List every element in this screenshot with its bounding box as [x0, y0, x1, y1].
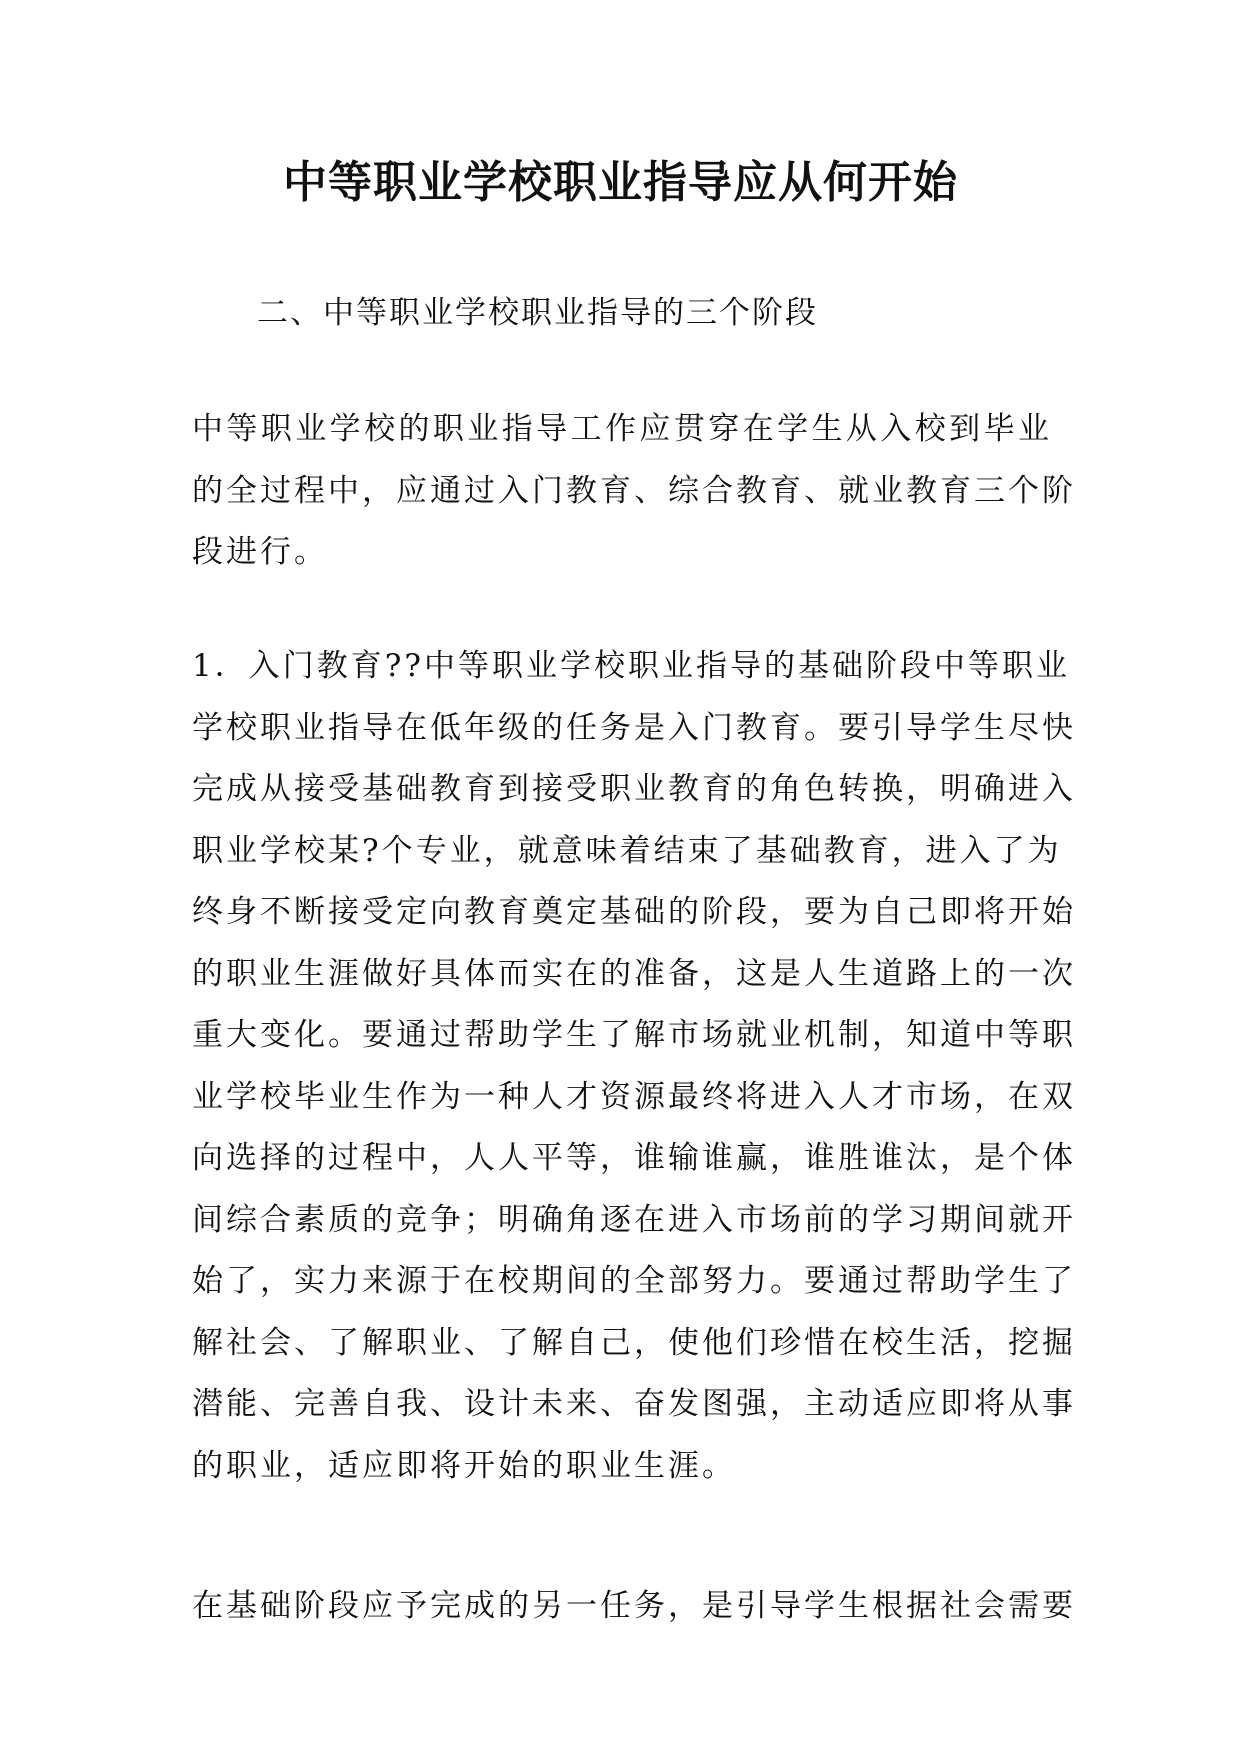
- paragraph: [192, 1576, 1076, 1638]
- paragraph-line: 中等职业学校的职业指导工作应贯穿在学生从入校到毕业: [192, 411, 1052, 447]
- paragraph-line: 的职业，适应即将开始的职业生涯。: [192, 1447, 736, 1484]
- paragraph-line: 段进行。: [192, 534, 328, 570]
- document-title: 中等职业学校职业指导应从何开始: [283, 157, 958, 208]
- paragraph-line: 职业学校某?个专业，就意味着结束了基础教育，进入了为: [192, 832, 1062, 869]
- paragraph-line: 终身不断接受定向教育奠定基础的阶段，要为自己即将开始: [192, 894, 1076, 930]
- section-heading: 二、中等职业学校职业指导的三个阶段: [257, 295, 818, 331]
- paragraph-line: 始了，实力来源于在校期间的全部努力。要通过帮助学生了: [192, 1263, 1076, 1299]
- paragraph-line: 的全过程中，应通过入门教育、综合教育、就业教育三个阶: [192, 472, 1076, 509]
- paragraph-line: 完成从接受基础教育到接受职业教育的角色转换，明确进入: [192, 771, 1076, 807]
- paragraph-line: 间综合素质的竞争；明确角逐在进入市场前的学习期间就开: [192, 1201, 1076, 1238]
- paragraph-line: 在基础阶段应予完成的另一任务，是引导学生根据社会需要: [192, 1588, 1076, 1624]
- paragraph-line: 潜能、完善自我、设计未来、奋发图强，主动适应即将从事: [192, 1386, 1076, 1422]
- paragraph-line: 重大变化。要通过帮助学生了解市场就业机制，知道中等职: [192, 1017, 1076, 1053]
- paragraph-line: 向选择的过程中，人人平等，谁输谁赢，谁胜谁汰，是个体: [192, 1140, 1076, 1176]
- paragraph-line: 业学校毕业生作为一种人才资源最终将进入人才市场，在双: [192, 1078, 1076, 1115]
- paragraph-line: 1．入门教育??中等职业学校职业指导的基础阶段中等职业: [192, 648, 1070, 684]
- paragraph-line: 解社会、了解职业、了解自己，使他们珍惜在校生活，挖掘: [192, 1324, 1076, 1361]
- paragraph-line: 的职业生涯做好具体而实在的准备，这是人生道路上的一次: [192, 955, 1076, 992]
- paragraph: [192, 399, 1076, 584]
- paragraph: [192, 636, 1076, 1497]
- paragraph-line: 学校职业指导在低年级的任务是入门教育。要引导学生尽快: [192, 709, 1076, 746]
